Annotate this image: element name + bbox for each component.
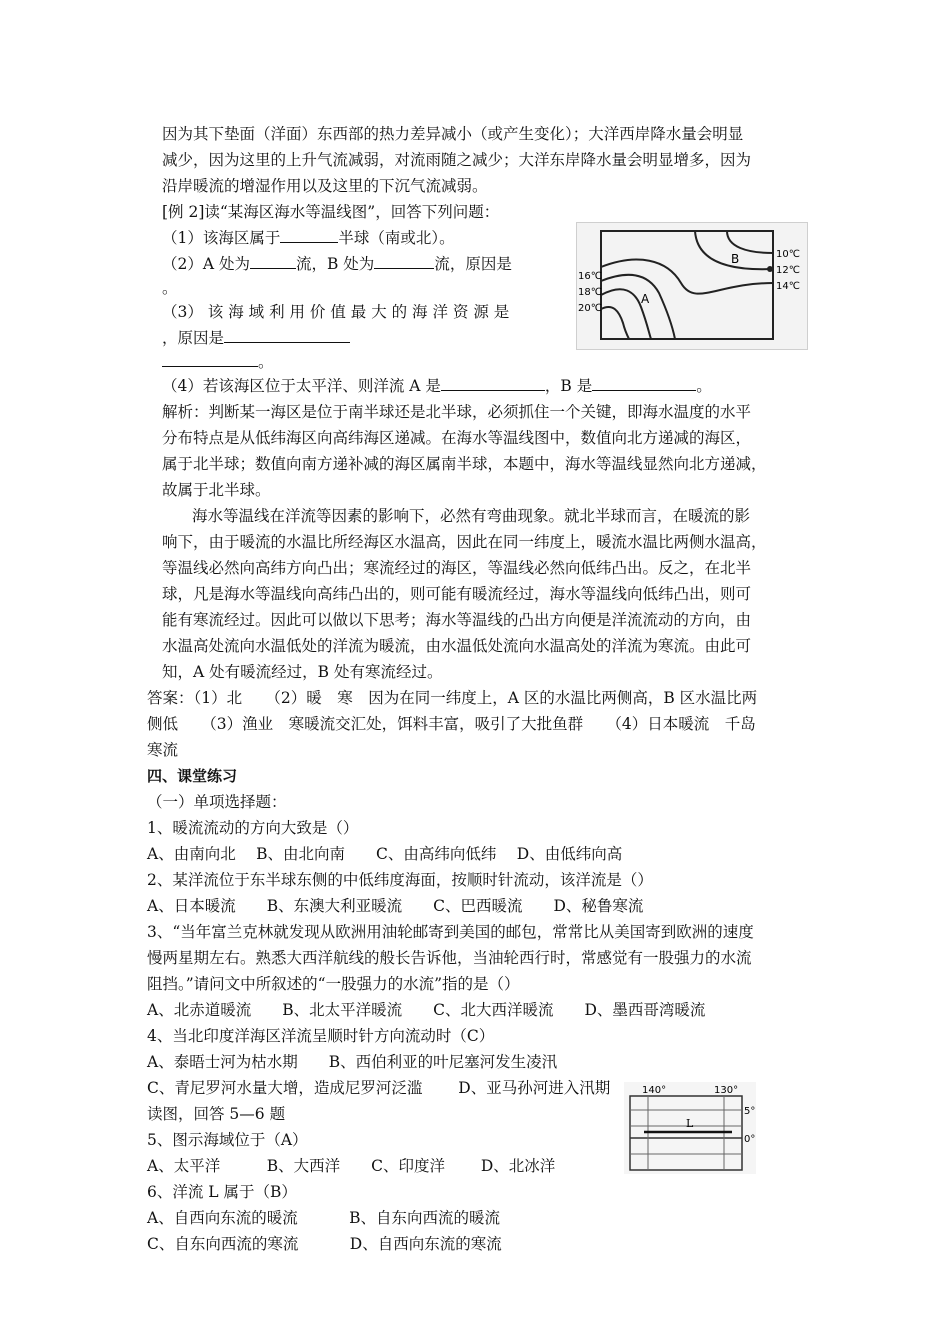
label-b: B [731,252,740,266]
question-4 [162,374,712,398]
q4-text: （4）若该海区位于太平洋、则洋流 A 是 [162,377,441,395]
analysis-line: 知，A 处有暖流经过，B 处有寒流经过。 [162,663,443,681]
q2-text-c: 流，原因是 [434,255,512,273]
question: 6、洋流 L 属于（B） [147,1183,297,1201]
analysis-line: 属于北半球；数值向南方递补减的海区属南半球，本题中，海水等温线显然向北方递减， [162,455,767,473]
q4-text-end: 。 [696,377,712,395]
analysis-line: 等温线必然向高纬方向凸出；寒流经过的海区，等温线必然向低纬凸出。反之，在北半 [162,559,752,577]
q3-text: ，原因是 [162,329,225,347]
read-instruction: 读图，回答 5—6 题 [147,1105,286,1123]
analysis-line: 球，凡是海水等温线向高纬凸出的，则可能有暖流经过，海水等温线向低纬凸出，则可 [162,585,752,603]
q2-text-b: 流，B 处为 [295,255,375,273]
isotherm-label: 10℃ [776,249,800,260]
question: 阻挡。”请问文中所叙述的“一股强力的水流”指的是（） [147,975,520,993]
latitude-label: 0° [744,1134,756,1145]
answer-blank [162,350,258,367]
question-3-line3 [162,350,274,374]
isotherm-label: 20℃ [578,303,602,314]
question-options: A、日本暖流 B、东澳大利亚暖流 C、巴西暖流 D、秘鲁寒流 [147,897,644,915]
answer-blank [592,374,696,391]
q1-text-end: 半球（南或北）。 [338,229,455,247]
isotherm-label: 14℃ [776,281,800,292]
question: 2、某洋流位于东半球东侧的中低纬度海面，按顺时针流动，该洋流是（） [147,871,653,889]
q3-end: 。 [258,353,274,371]
question-options: A、北赤道暖流 B、北太平洋暖流 C、北大西洋暖流 D、墨西哥湾暖流 [147,1001,706,1019]
question-options: A、自西向东流的暖流 B、自东向西流的暖流 [147,1209,501,1227]
latitude-label: 5° [744,1106,756,1117]
longitude-label: 140° [642,1085,667,1096]
answer-blank [374,252,434,269]
paragraph-line: 因为其下垫面（洋面）东西部的热力差异减小（或产生变化）；大洋西岸降水量会明显 [162,125,744,143]
section-heading: 四、课堂练习 [147,767,238,785]
isotherm-map [576,222,808,350]
analysis-line: 海水等温线在洋流等因素的影响下，必然有弯曲现象。就北半球而言，在暖流的影 [192,507,751,525]
answer-blank [280,226,338,243]
question-3-line2 [162,326,350,350]
q4-text-mid: ，B 是 [544,377,593,395]
question-options: A、由南向北 B、由北向南 C、由高纬向低纬 D、由低纬向高 [147,845,623,863]
question-1 [162,226,455,250]
question: 3、“当年富兰克林就发现从欧洲用油轮邮寄到美国的邮包，常常比从美国寄到欧洲的速度 [147,923,754,941]
subsection-heading: （一）单项选择题： [147,793,287,811]
answer-line: 侧低 （3）渔业 寒暖流交汇处，饵料丰富，吸引了大批鱼群 （4）日本暖流 千岛 [147,715,756,733]
analysis-line: 能有寒流经过。因此可以做以下思考；海水等温线的凸出方向便是洋流流动的方向，由 [162,611,752,629]
question: 4、当北印度洋海区洋流呈顺时针方向流动时（C） [147,1027,495,1045]
answer-blank [250,252,296,269]
question-3: （3） 该 海 域 利 用 价 值 最 大 的 海 洋 资 源 是 [162,303,510,321]
question-options: A、泰晤士河为枯水期 B、西伯利亚的叶尼塞河发生凌汛 [147,1053,558,1071]
analysis-line: 响下，由于暖流的水温比所经海区水温高，因此在同一纬度上，暖流水温比两侧水温高， [162,533,767,551]
question-2 [162,252,512,276]
question-options: A、太平洋 B、大西洋 C、印度洋 D、北冰洋 [147,1157,556,1175]
longitude-label: 130° [714,1085,739,1096]
answer-line: 寒流 [147,741,179,759]
question: 慢两星期左右。熟悉大西洋航线的般长告诉他，当油轮西行时，常感觉有一股强力的水流 [147,949,752,967]
current-label: L [686,1117,694,1130]
example-title: [例 2]读“某海区海水等温线图”，回答下列问题： [162,203,500,221]
paragraph-line: 减少，因为这里的上升气流减弱，对流雨随之减少；大洋东岸降水量会明显增多，因为 [162,151,752,169]
isotherm-label: 18℃ [578,287,602,298]
analysis-line: 水温高处流向水温低处的洋流为暖流，由水温低处流向水温高处的洋流为寒流。由此可 [162,637,752,655]
answer-line: 答案：（1）北 （2）暖 寒 因为在同一纬度上，A 区的水温比两侧高，B 区水温比两 [147,689,758,707]
q2-end: 。 [162,279,178,297]
analysis-line: 故属于北半球。 [162,481,271,499]
ocean-grid-map [624,1082,756,1174]
question: 1、暖流流动的方向大致是（） [147,819,359,837]
question-options: C、青尼罗河水量大增，造成尼罗河泛滥 D、亚马孙河进入汛期 [147,1079,611,1097]
question-options: C、自东向西流的寒流 D、自西向东流的寒流 [147,1235,502,1253]
isotherm-label: 16℃ [578,271,602,282]
q1-text: （1）该海区属于 [162,229,281,247]
analysis-line: 解析：判断某一海区是位于南半球还是北半球，必须抓住一个关键，即海水温度的水平 [162,403,752,421]
label-a: A [641,292,650,306]
isotherm-label: 12℃ [776,265,800,276]
answer-blank [224,326,350,343]
question: 5、图示海域位于（A） [147,1131,308,1149]
q2-text-a: （2）A 处为 [162,255,250,273]
answer-blank [441,374,545,391]
analysis-line: 分布特点是从低纬海区向高纬海区递减。在海水等温线图中，数值向北方递减的海区， [162,429,752,447]
paragraph-line: 沿岸暖流的增湿作用以及这里的下沉气流减弱。 [162,177,488,195]
